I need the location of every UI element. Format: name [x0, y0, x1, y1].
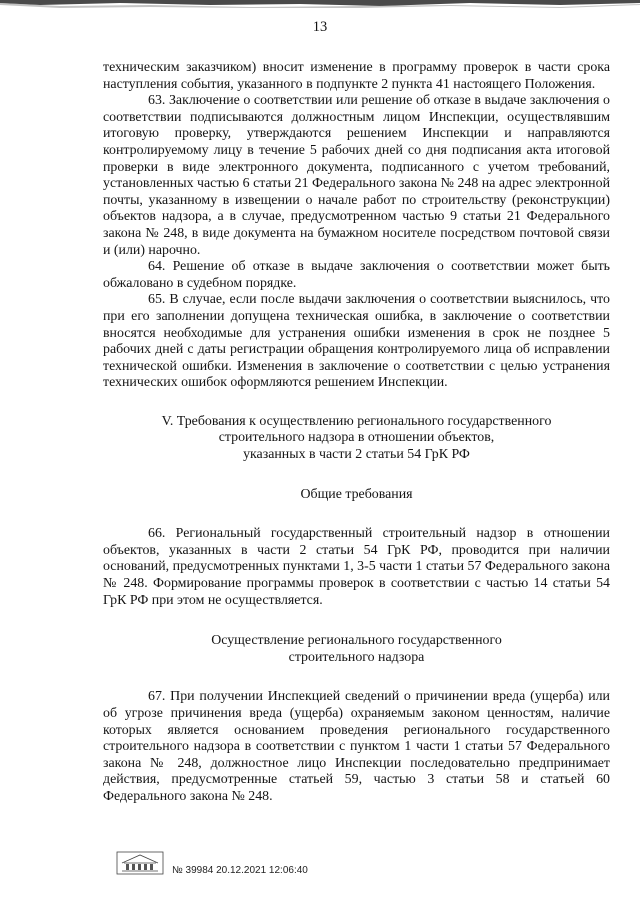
paragraph-63: 63. Заключение о соответствии или решение об отказе в выдаче заключения о соответствии подписываются должностным лицом Инспекции, осуществлявшим итоговую проверку, утверждаются решением Инспекции и направляются контролируемому лицу в течение 5 рабочих дней со дня подписания акта итоговой проверки в виде электронного документа, подписанного с учетом требований, установленных частью 6 статьи 21 Федерального закона № 248 на адрес электронной почты, указанному в извещении о начале работ по строительству (реконструкции) объектов надзора, а в случае, предусмотренном частью 9 статьи 21 Федерального закона № 248, в виде документа на бумажном носителе посредством почтовой связи и (или) нарочно.	[103, 93, 610, 258]
section-v-heading-line-1: V. Требования к осуществлению регионального государственного	[161, 413, 552, 429]
section-v-heading	[103, 414, 610, 464]
implementation-heading-line-2: строительного надзора	[288, 649, 425, 665]
paragraph-62-continuation: техническим заказчиком) вносит изменение в программу проверок в части срока наступления события, указанного в подпункте 2 пункта 41 настоящего Положения.	[103, 60, 610, 92]
section-v-heading-line-3: указанных в части 2 статьи 54 ГрК РФ	[243, 447, 470, 463]
section-v-heading-line-2: строительного надзора в отношении объектов,	[218, 430, 495, 446]
general-requirements-heading: Общие требования	[300, 486, 413, 502]
scan-top-edge	[0, 0, 640, 12]
registration-number: № 39984 20.12.2021 12:06:40	[172, 865, 308, 876]
implementation-heading	[103, 633, 610, 666]
document-body	[103, 60, 610, 806]
paragraph-64: 64. Решение об отказе в выдаче заключения о соответствии может быть обжаловано в судебном порядке.	[103, 259, 610, 291]
paragraph-67: 67. При получении Инспекцией сведений о причинении вреда (ущерба) или об угрозе причинения вреда (ущерба) охраняемым законом ценностям, наличие которых является основанием проведения регионального государственного строительного надзора в соответствии с пунктом 1 части 1 статьи 57 Федерального закона № 248, должностное лицо Инспекции последовательно предпринимает действия, предусмотренные статьей 59, частью 3 статьи 58 и статьей 60 Федерального закона № 248.	[103, 689, 610, 804]
registry-stamp-icon	[116, 851, 164, 875]
implementation-heading-line-1: Осуществление регионального государственного	[211, 633, 502, 649]
paragraph-66: 66. Региональный государственный строительный надзор в отношении объектов, указанных в части 2 статьи 54 ГрК РФ, проводится при наличии оснований, предусмотренных пунктами 1, 3-5 части 1 статьи 57 Федерального закона № 248. Формирование программы проверок в соответствии с частью 14 статьи 54 ГрК РФ при этом не осуществляется.	[103, 526, 610, 608]
page-number: 13	[312, 19, 328, 35]
paragraph-65: 65. В случае, если после выдачи заключения о соответствии выяснилось, что при его заполнении допущена техническая ошибка, в заключение о соответствии вносятся необходимые для устранения ошибки изменения в срок не позднее 5 рабочих дней с даты регистрации обращения контролируемого лица об исправлении технической ошибки. Изменения в заключение о соответствии с целью устранения технических ошибок оформляются решением Инспекции.	[103, 292, 610, 391]
